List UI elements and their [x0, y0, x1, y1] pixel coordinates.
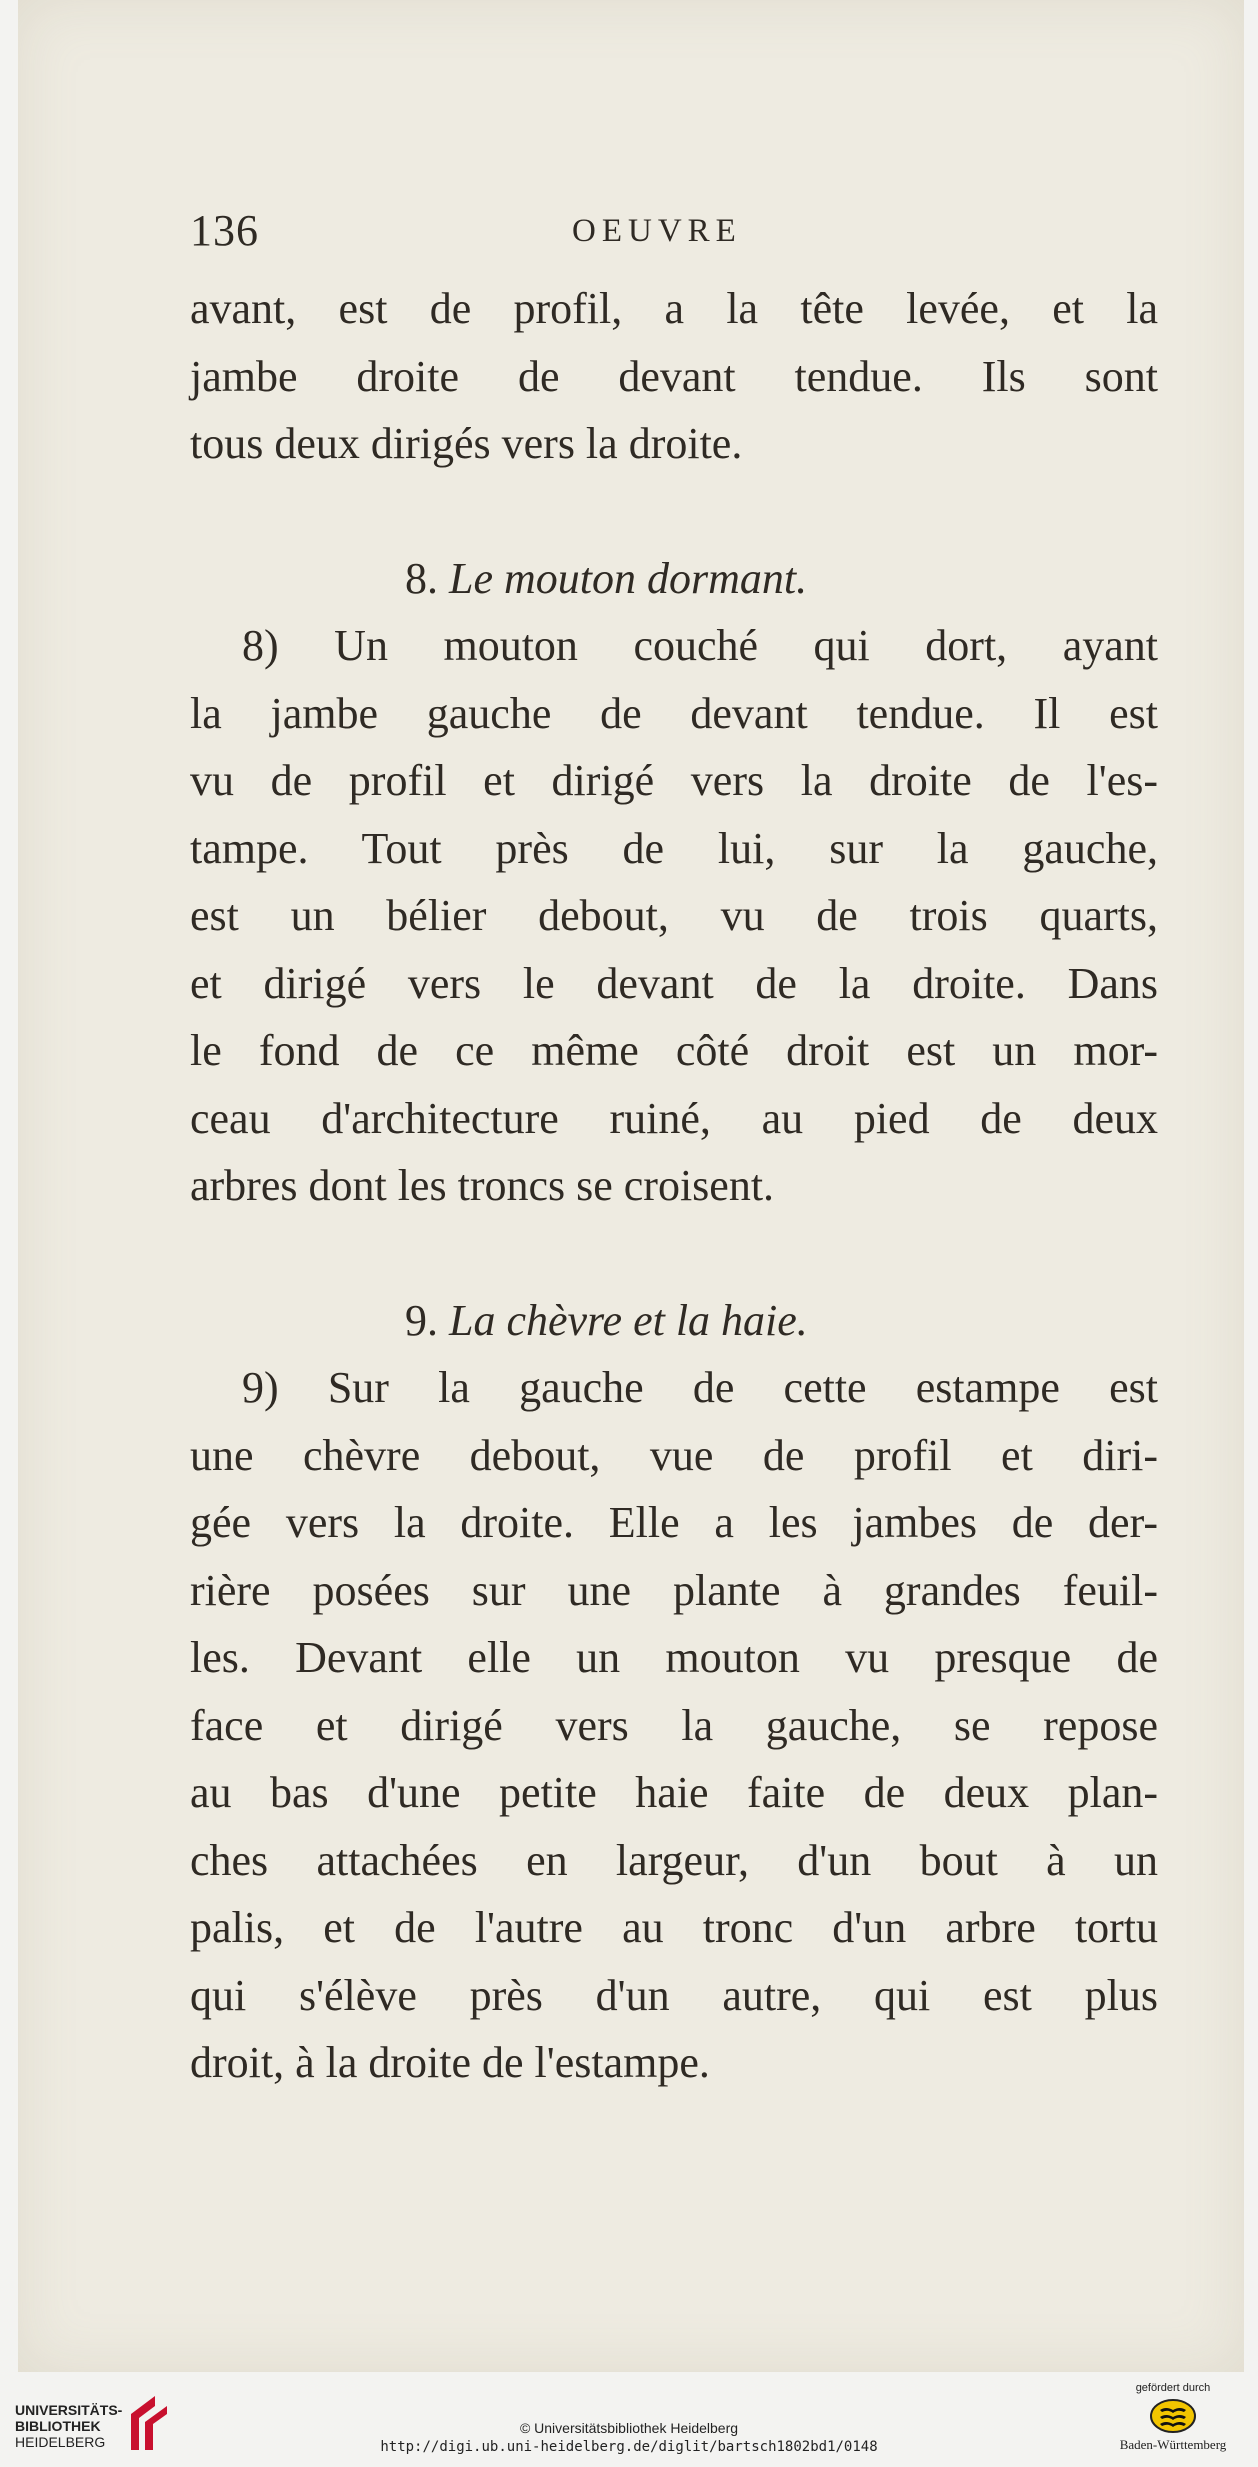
section-9-title: La chèvre et la haie.: [449, 1295, 808, 1345]
text-line: vu de profil et dirigé vers la droite de l'es-: [190, 756, 1158, 805]
page-text: [190, 205, 1158, 2097]
library-name-line: UNIVERSITÄTS-: [15, 2402, 123, 2418]
page-number: 136: [190, 206, 259, 255]
section-8-heading: [190, 545, 1158, 613]
text-line: les. Devant elle un mouton vu presque de: [190, 1633, 1158, 1682]
text-line: est un bélier debout, vu de trois quarts,: [190, 891, 1158, 940]
section-9-number: 9.: [405, 1295, 438, 1345]
section-9-heading: [190, 1287, 1158, 1355]
text-line: ches attachées en largeur, d'un bout à un: [190, 1835, 1158, 1885]
text-line: le fond de ce même côté droit est un mor-: [190, 1026, 1158, 1075]
text-line: avant, est de profil, a la tête levée, et la: [190, 284, 1158, 333]
text-line: la jambe gauche de devant tendue. Il est: [190, 688, 1158, 738]
funder-block: [1108, 2382, 1238, 2453]
text-line: tampe. Tout près de lui, sur la gauche,: [190, 823, 1158, 873]
text-line: palis, et de l'autre au tronc d'un arbre tortu: [190, 1903, 1158, 1952]
funder-name: Baden-Württemberg: [1119, 2437, 1227, 2452]
library-city-line: HEIDELBERG: [15, 2434, 106, 2450]
text-line: qui s'élève près d'un autre, qui est plus: [190, 1970, 1158, 2020]
text-line: et dirigé vers le devant de la droite. Dans: [190, 958, 1158, 1008]
library-name-line: BIBLIOTHEK: [15, 2418, 101, 2434]
section-8-number: 8.: [405, 553, 438, 603]
section-9-paragraph: [190, 1354, 1158, 2097]
footer-bar: [0, 2372, 1258, 2467]
text-line: gée vers la droite. Elle a les jambes de der-: [190, 1498, 1158, 1547]
baden-wuerttemberg-crest-icon: [1148, 2398, 1198, 2434]
text-line: tous deux dirigés vers la droite.: [190, 419, 743, 468]
text-line: droit, à la droite de l'estampe.: [190, 2038, 710, 2087]
text-line: rière posées sur une plante à grandes feuil-: [190, 1565, 1158, 1615]
text-line: au bas d'une petite haie faite de deux plan-: [190, 1768, 1158, 1817]
section-8-title: Le mouton dormant.: [449, 553, 808, 603]
funder-label: gefördert durch: [1135, 2382, 1211, 2394]
text-line: arbres dont les troncs se croisent.: [190, 1161, 775, 1210]
permalink-url[interactable]: http://digi.ub.uni-heidelberg.de/diglit/bartsch1802bd1/0148: [380, 2439, 878, 2455]
text-line: 8) Un mouton couché qui dort, ayant: [242, 621, 1158, 670]
text-line: jambe droite de devant tendue. Ils sont: [190, 351, 1158, 401]
text-line: 9) Sur la gauche de cette estampe est: [242, 1363, 1158, 1412]
scanned-page: [18, 0, 1244, 2372]
running-title: OEUVRE: [572, 213, 742, 249]
text-line: ceau d'architecture ruiné, au pied de deux: [190, 1093, 1158, 1143]
running-head: [190, 205, 1158, 275]
text-line: face et dirigé vers la gauche, se repose: [190, 1700, 1158, 1750]
section-8-paragraph: [190, 612, 1158, 1220]
intro-paragraph: [190, 275, 1158, 478]
text-line: une chèvre debout, vue de profil et diri-: [190, 1430, 1158, 1480]
copyright-notice: © Universitätsbibliothek Heidelberg: [519, 2420, 739, 2436]
